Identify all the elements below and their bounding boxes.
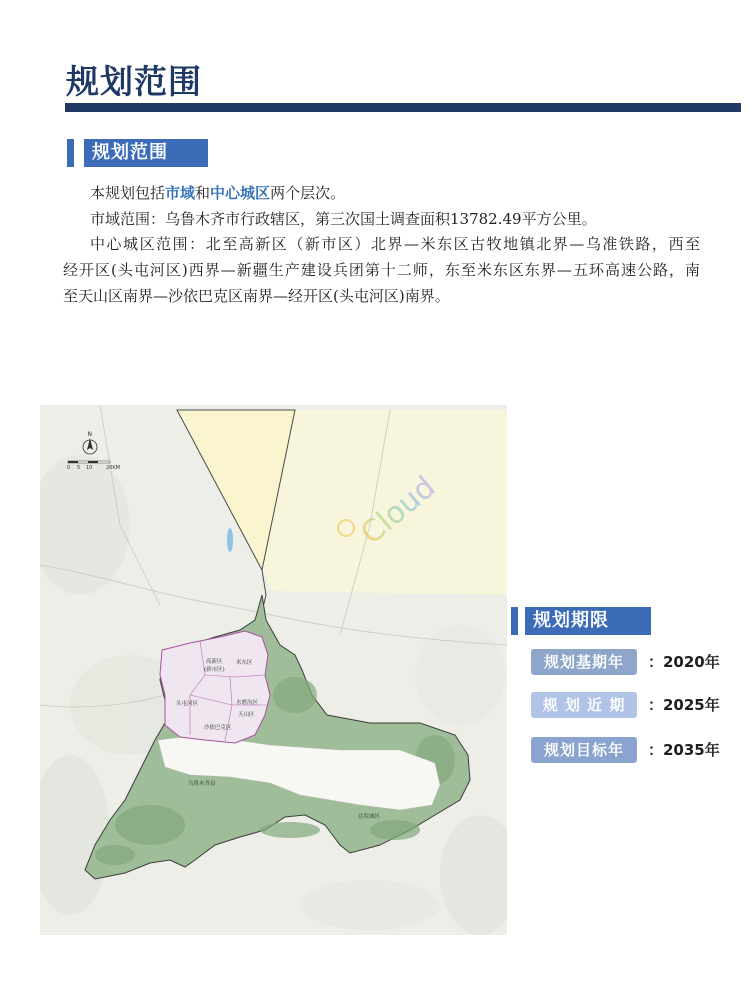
map-label: 沙依巴克区: [204, 725, 232, 731]
intro-text: 和: [195, 184, 211, 202]
scale-label: 0: [67, 465, 71, 471]
center-scope-line: 至天山区南界—沙依巴克区南界—经开区(头屯河区)南界。: [63, 286, 450, 305]
page-title: 规划范围: [66, 62, 202, 101]
section-period-bar: [511, 607, 518, 635]
intro-text: 本规划包括: [90, 184, 166, 202]
watermark-text: Cloud: [354, 469, 443, 552]
scale-label: 5: [77, 465, 81, 471]
section-scope-bar: [67, 139, 74, 167]
map-label: 米东区: [236, 660, 253, 666]
target-year-label: 规划目标年: [531, 737, 637, 763]
city-scope-text: 市域范围：乌鲁木齐市行政辖区，第三次国土调查面积13782.49平方公里。: [90, 209, 597, 228]
scope-paragraphs: [63, 181, 700, 309]
base-year-value: ：2020年: [648, 653, 720, 671]
map-label: 乌鲁木齐县: [188, 781, 216, 787]
base-year-label: 规划基期年: [531, 649, 637, 675]
intro-highlight-city: 市域: [165, 184, 196, 202]
map-label: 天山区: [238, 712, 255, 718]
section-period-header: 规划期限: [525, 607, 651, 635]
scale-label: 20KM: [106, 465, 120, 471]
scale-label: 10: [86, 465, 93, 471]
planning-map: [40, 405, 507, 935]
center-scope-line: 中心城区范围：北至高新区（新市区）北界—米东区古牧地镇北界—乌准铁路，西至: [90, 235, 700, 254]
intro-text: 两个层次。: [270, 184, 346, 202]
map-label: 头屯河区: [176, 701, 199, 707]
title-rule: [65, 103, 741, 112]
section-scope-header: 规划范围: [84, 139, 208, 167]
scope-intro: [63, 181, 700, 207]
map-label: 水磨沟区: [236, 700, 259, 706]
center-scope-line: 经开区(头屯河区)西界—新疆生产建设兵团第十二师，东至米东区东界—五环高速公路，南: [63, 261, 700, 280]
compass-label: N: [87, 431, 92, 438]
map-label: 达坂城区: [358, 814, 381, 820]
near-term-label: 规 划 近 期: [531, 692, 637, 718]
map-label: 高新区: [206, 659, 223, 665]
intro-highlight-center: 中心城区: [210, 184, 271, 202]
map-label: (新市区): [204, 667, 225, 673]
near-term-value: ：2025年: [648, 696, 720, 714]
target-year-value: ：2035年: [648, 741, 720, 759]
